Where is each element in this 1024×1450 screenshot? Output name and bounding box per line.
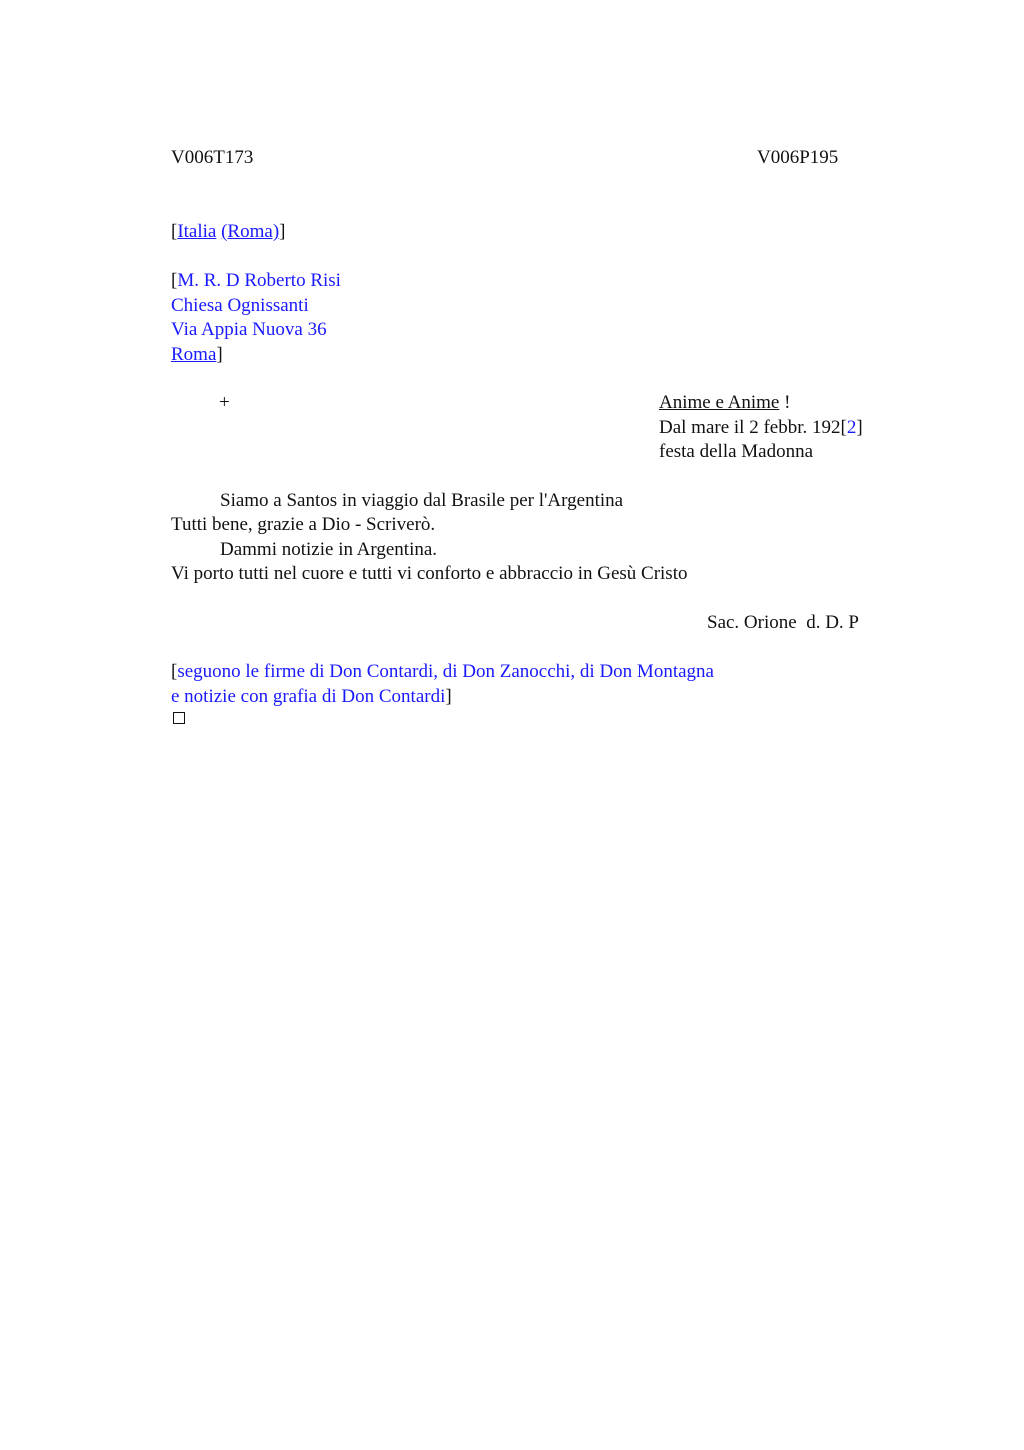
archive-code-right: V006P195 [757, 147, 839, 168]
recipient-name: M. R. D Roberto Risi [177, 270, 341, 291]
body-line-2: Tutti bene, grazie a Dio - Scriverò. [171, 514, 436, 535]
body-line-1: Siamo a Santos in viaggio dal Brasile per l'Argentina [220, 490, 624, 511]
address-line-2: Chiesa Ognissanti [171, 294, 309, 316]
date-digit: 2 [846, 416, 857, 438]
country-link[interactable]: Italia [177, 221, 217, 242]
location-line [171, 220, 285, 245]
bracket: ] [445, 685, 452, 707]
note-line-2 [171, 685, 714, 710]
body-line-3: Dammi notizie in Argentina. [220, 539, 438, 560]
address-line-3: Via Appia Nuova 36 [171, 319, 327, 340]
signature: Sac. Orione d. D. P [707, 612, 859, 633]
body-line-4: Vi porto tutti nel cuore e tutti vi conforto e abbraccio in Gesù Cristo [171, 563, 688, 584]
bracket: [ [171, 221, 178, 242]
motto-line [659, 391, 863, 416]
note-line-1 [171, 660, 714, 685]
bracket: [ [171, 661, 178, 682]
cross-symbol: + [219, 392, 230, 413]
address-line-4 [171, 343, 341, 368]
bracket: ] [856, 416, 863, 438]
date-line [659, 416, 863, 441]
note-text-1: seguono le firme di Don Contardi, di Don Zanocchi, di Don Montagna [177, 661, 714, 682]
bracket: ] [216, 343, 223, 365]
motto: Anime e Anime [659, 392, 780, 413]
bracket: ] [279, 221, 286, 242]
feast-line: festa della Madonna [659, 441, 814, 462]
editorial-note [171, 660, 714, 709]
address-city-link[interactable]: Roma [171, 343, 217, 365]
end-box-icon [173, 712, 185, 724]
archive-code-left: V006T173 [171, 147, 254, 168]
bracket: [ [840, 416, 847, 438]
dateline-block [659, 391, 863, 465]
bracket: [ [171, 270, 178, 291]
address-block [171, 269, 341, 367]
address-line-1 [171, 269, 341, 294]
note-text-2: e notizie con grafia di Don Contardi [171, 685, 446, 707]
date-prefix: Dal mare il 2 febbr. 192 [659, 416, 841, 438]
city-link[interactable]: (Roma) [221, 221, 280, 242]
motto-suffix: ! [779, 392, 791, 413]
